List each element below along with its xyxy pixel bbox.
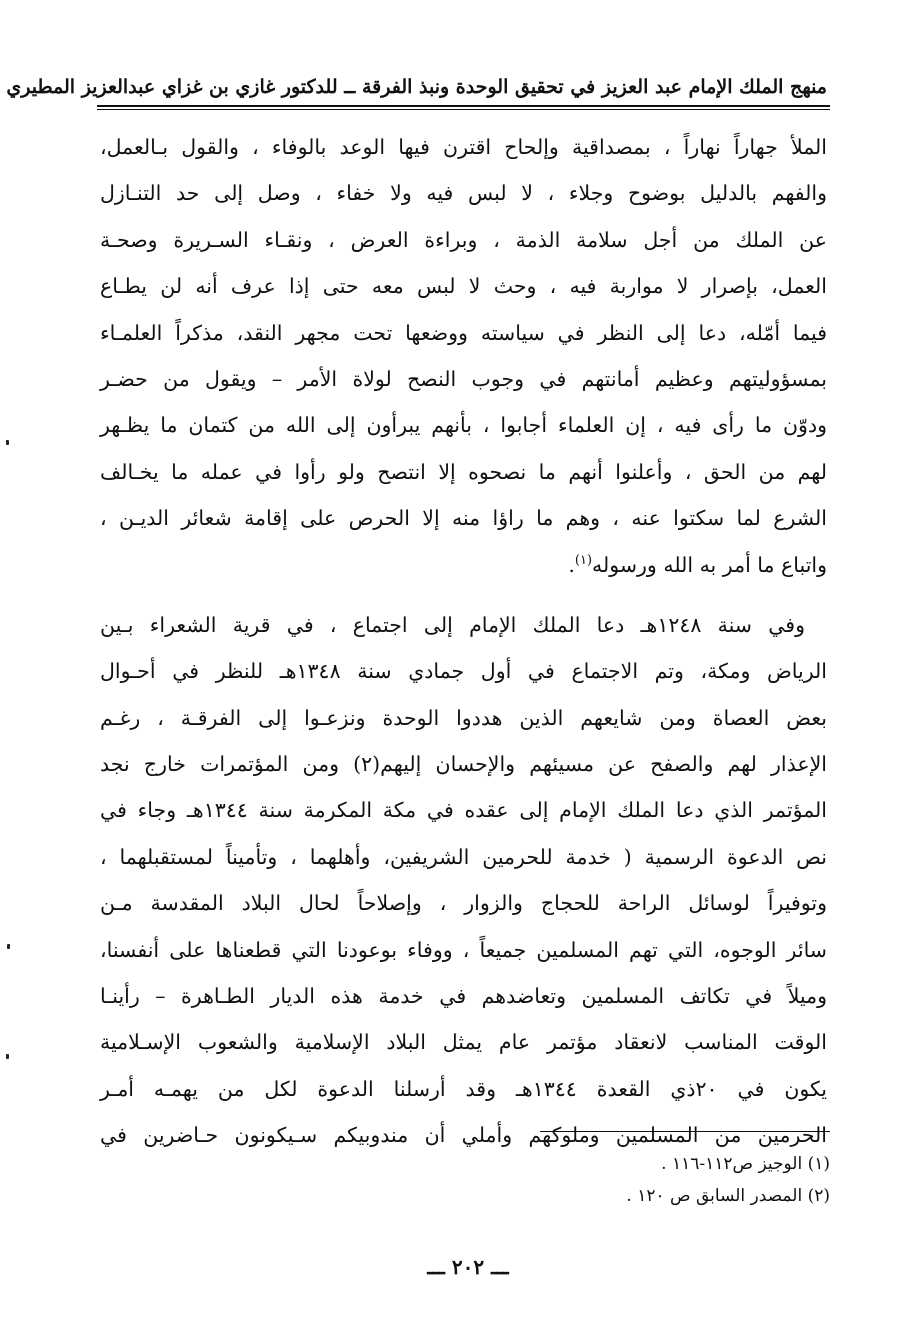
- footnote-reference: (١): [574, 552, 593, 568]
- paragraph-1: [100, 124, 827, 588]
- text-line: الحرمين من المسلمين وملوكهم وأملي أن مندوبيكم سـيكونون حـاضرين في: [100, 1123, 827, 1148]
- text-line: الوقت المناسب لانعقاد مؤتمر عام يمثل البلاد الإسلامية والشعوب الإسـلامية: [100, 1030, 827, 1055]
- footnote-1: (١) الوجيز ص١١٢-١١٦ .: [661, 1154, 830, 1174]
- text-line: بعض العصاة ومن شايعهم الذين هددوا الوحدة ونزعـوا إلى الفرقـة ، رغـم: [100, 705, 827, 730]
- text-line: عن الملك من أجل سلامة الذمة ، وبراءة العرض ، ونقـاء السـريرة وصحـة: [100, 227, 827, 252]
- paragraph-gap: [100, 588, 827, 602]
- text-line: يكون في ٢٠ذي القعدة ١٣٤٤هـ وقد أرسلنا الدعوة لكل من يهمـه أمـر: [100, 1076, 827, 1101]
- text-line: ودوّن ما رأى فيه ، إن العلماء أجابوا ، بأنهم يبرأون إلى الله من كتمان ما يظـهر: [100, 413, 827, 438]
- page-number: ـــ ٢٠٢ ـــ: [427, 1255, 509, 1279]
- text-line: المؤتمر الذي دعا الملك الإمام إلى عقده في مكة المكرمة سنة ١٣٤٤هـ وجاء في: [100, 798, 827, 823]
- header-rule: [97, 105, 830, 107]
- text-span: .: [568, 552, 575, 577]
- text-line: الإعذار لهم والصفح عن مسيئهم والإحسان إليهم(٢) ومن المؤتمرات خارج نجد: [100, 752, 827, 777]
- footnotes: [400, 1148, 830, 1212]
- text-span: واتباع ما أمر به الله ورسوله: [592, 552, 827, 577]
- text-line: الملأ جهاراً نهاراً ، بمصداقية وإلحاح اقترن فيها الوعد بالوفاء ، والقول بـالعمل،: [100, 135, 827, 159]
- header-rule-thin: [97, 109, 830, 110]
- scan-speck: [7, 944, 10, 949]
- text-line: بمسؤوليتهم وعظيم أمانتهم في وجوب النصح لولاة الأمر – ويقول من حضـر: [100, 366, 827, 391]
- running-header: منهج الملك الإمام عبد العزيز في تحقيق الوحدة ونبذ الفرقة ــ للدكتور غازي بن غزاي عبدالعزيز المطيري: [6, 76, 827, 98]
- text-line: وفي سنة ١٢٤٨هـ دعا الملك الإمام إلى اجتماع ، في قرية الشعراء بـين: [100, 612, 805, 637]
- text-line: سائر الوجوه، التي تهم المسلمين جميعاً ، ووفاء بوعودنا التي قطعناها على أنفسنا،: [100, 937, 827, 962]
- text-line: لهم من الحق ، وأعلنوا أنهم ما نصحوه إلا انتصح ولو رأوا في عمله ما يخـالف: [100, 459, 827, 484]
- paragraph-2: [100, 602, 827, 1159]
- text-line: فيما أمّله، دعا إلى النظر في سياسته ووضعها تحت مجهر النقد، مذكراً العلمـاء: [100, 320, 827, 345]
- body-text: [100, 124, 827, 1159]
- footnote-separator: [540, 1131, 830, 1132]
- text-line: والفهم بالدليل بوضوح وجلاء ، لا لبس فيه ولا خفاء ، وصل إلى حد التنـازل: [100, 181, 827, 206]
- scan-speck: [6, 1054, 9, 1059]
- scan-speck: [6, 440, 9, 445]
- footnote-2: (٢) المصدر السابق ص ١٢٠ .: [626, 1186, 830, 1206]
- text-line: نص الدعوة الرسمية ( خدمة للحرمين الشريفين، وأهلهما ، وتأميناً لمستقبلهما ،: [100, 844, 827, 869]
- text-line: الشرع لما سكتوا عنه ، وهم ما راؤا منه إلا الحرص على إقامة شعائر الديـن ،: [100, 506, 827, 531]
- text-line: وميلاً في تكاتف المسلمين وتعاضدهم في خدمة هذه الديار الطـاهرة – رأينـا: [100, 984, 827, 1009]
- text-line-last: [100, 542, 827, 588]
- text-line: الرياض ومكة، وتم الاجتماع في أول جمادي سنة ١٣٤٨هـ للنظر في أحـوال: [100, 659, 827, 684]
- text-line: العمل، بإصرار لا مواربة فيه ، وحث لا لبس معه حتى إذا عرف أنه لن يطـاع: [100, 274, 827, 299]
- text-line: وتوفيراً لوسائل الراحة للحجاج والزوار ، وإصلاحاً لحال البلاد المقدسة مـن: [100, 891, 827, 916]
